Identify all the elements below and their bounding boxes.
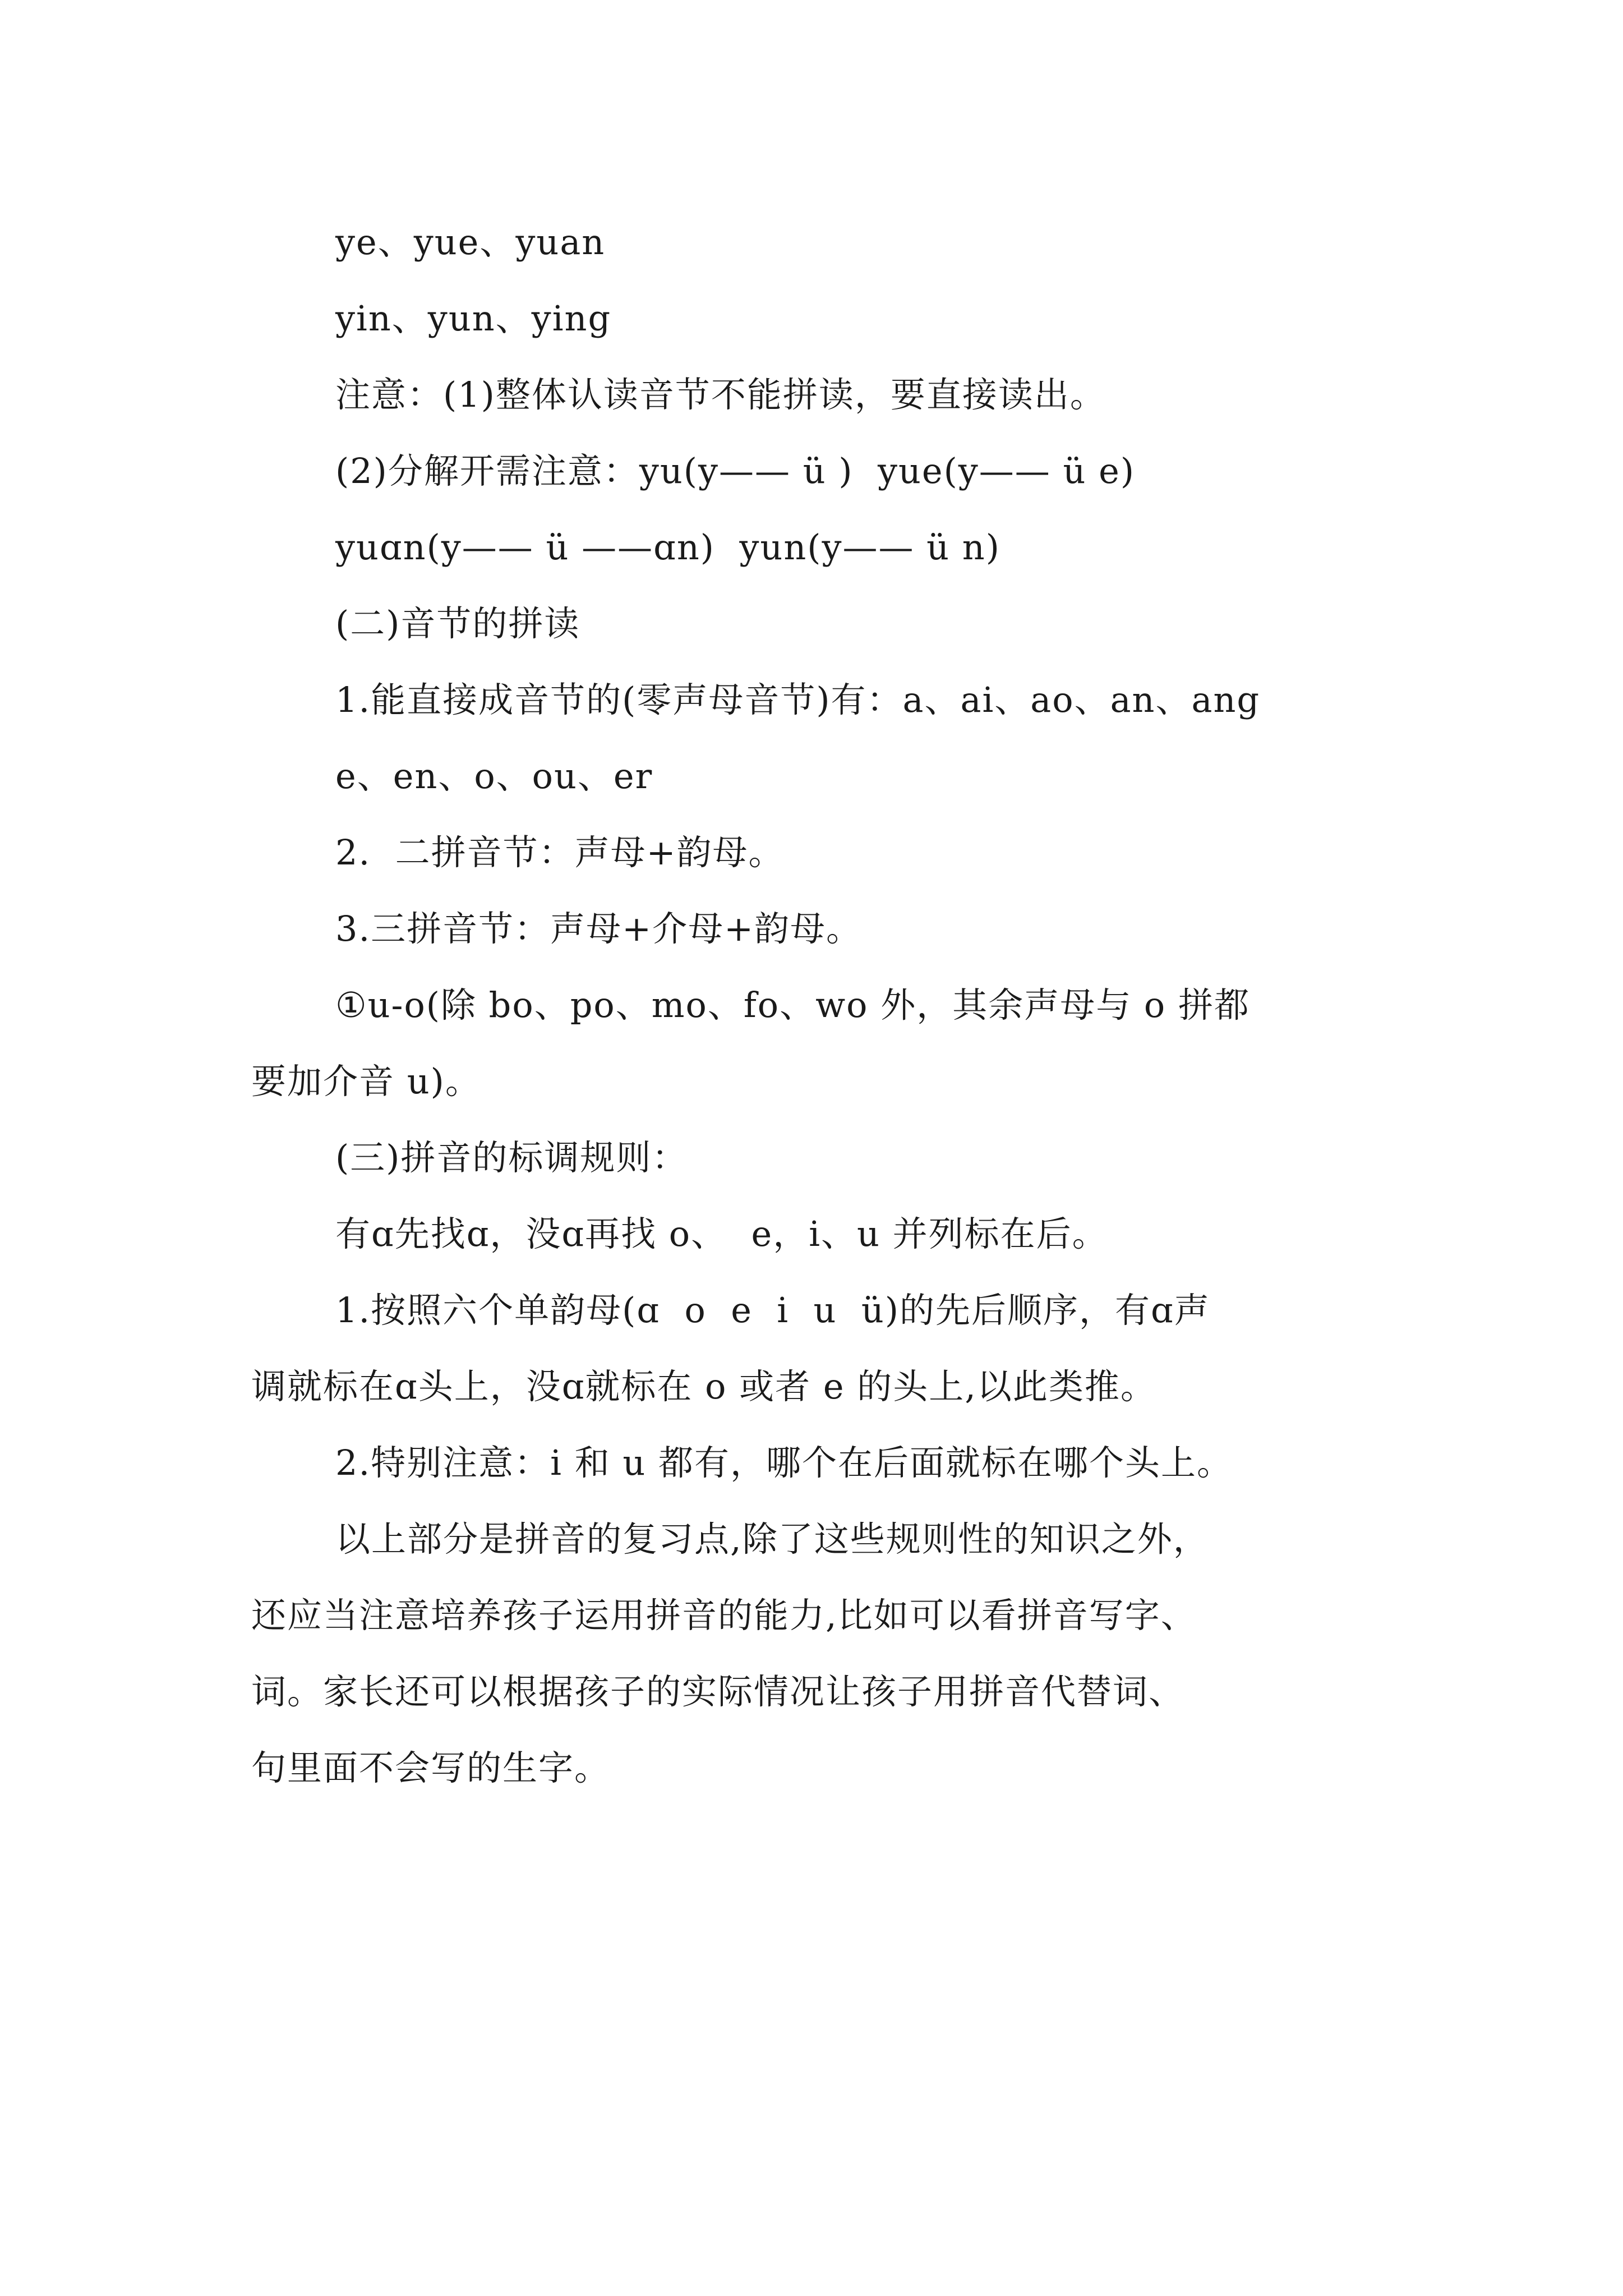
text-line: (2)分解开需注意：yu(y—— ü ) yue(y—— ü e) — [335, 450, 1136, 491]
text-line: yin、yun、ying — [335, 298, 612, 339]
text-line: 有ɑ先找ɑ，没ɑ再找 o、 e，i、u 并列标在后。 — [335, 1213, 1108, 1254]
section-heading: (二)音节的拼读 — [335, 603, 580, 644]
text-line: 3.三拼音节：声母+介母+韵母。 — [335, 908, 863, 949]
text-line: 要加介音 u)。 — [251, 1061, 481, 1102]
text-line: 句里面不会写的生字。 — [251, 1747, 611, 1788]
text-line: 2.特别注意：i 和 u 都有，哪个在后面就标在哪个头上。 — [335, 1442, 1233, 1483]
text-line: 词。家长还可以根据孩子的实际情况让孩子用拼音代替词、 — [251, 1671, 1185, 1712]
text-line: ①u-o(除 bo、po、mo、fo、wo 外，其余声母与 o 拼都 — [335, 984, 1250, 1025]
section-heading: (三)拼音的标调规则： — [335, 1137, 688, 1178]
text-line: 2. 二拼音节：声母+韵母。 — [335, 832, 785, 873]
text-line: 还应当注意培养孩子运用拼音的能力,比如可以看拼音写字、 — [251, 1595, 1197, 1636]
text-line: 以上部分是拼音的复习点,除了这些规则性的知识之外， — [335, 1519, 1209, 1559]
text-line: e、en、o、ou、er — [335, 756, 653, 797]
text-line: 调就标在ɑ头上，没ɑ就标在 o 或者 e 的头上,以此类推。 — [251, 1366, 1156, 1407]
text-line: yuɑn(y—— ü ——ɑn) yun(y—— ü n) — [335, 527, 1000, 568]
text-line: 1.能直接成音节的(零声母音节)有：a、ai、ao、an、ang — [335, 679, 1261, 720]
text-line: 注意：(1)整体认读音节不能拼读，要直接读出。 — [335, 374, 1106, 415]
text-line: ye、yue、yuan — [335, 222, 606, 263]
text-line: 1.按照六个单韵母(ɑ o e i u ü)的先后顺序，有ɑ声 — [335, 1290, 1210, 1331]
